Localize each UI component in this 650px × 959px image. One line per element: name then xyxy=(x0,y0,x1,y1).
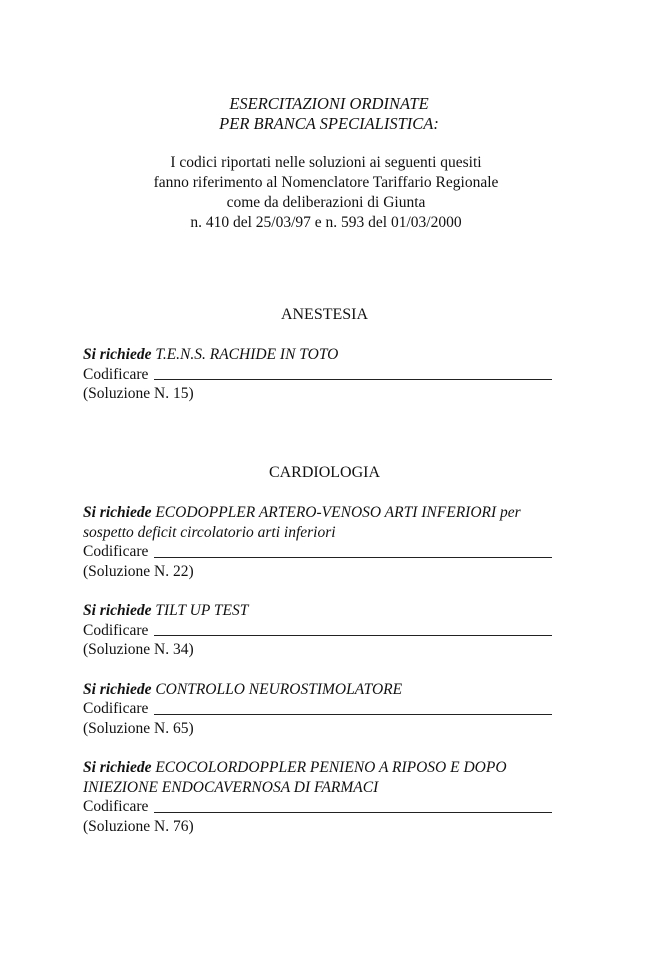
exercise-item xyxy=(83,758,583,836)
request-line: INIEZIONE ENDOCAVERNOSA DI FARMACI xyxy=(83,778,379,796)
code-line xyxy=(83,365,583,385)
section-heading: ANESTESIA xyxy=(280,306,369,323)
request-text xyxy=(83,680,583,700)
request-line: ECODOPPLER ARTERO-VENOSO ARTI INFERIORI per xyxy=(155,504,521,521)
code-line xyxy=(83,797,583,817)
code-answer-blank[interactable] xyxy=(154,635,552,636)
solution-reference: (Soluzione N. 65) xyxy=(83,719,194,737)
code-answer-blank[interactable] xyxy=(154,379,552,380)
solution-reference: (Soluzione N. 22) xyxy=(83,562,194,580)
section-anestesia xyxy=(83,305,583,404)
title-line: ESERCITAZIONI ORDINATE xyxy=(229,94,429,113)
request-lead: Si richiede xyxy=(83,346,152,363)
request-line: T.E.N.S. RACHIDE IN TOTO xyxy=(155,346,339,363)
exercise-item xyxy=(83,680,583,739)
exercise-item xyxy=(83,503,583,581)
exercise-item xyxy=(83,601,583,660)
request-text xyxy=(83,345,583,365)
code-label: Codificare xyxy=(83,543,149,560)
request-text xyxy=(83,503,583,542)
code-line xyxy=(83,542,583,562)
code-line xyxy=(83,621,583,641)
request-text xyxy=(83,601,583,621)
solution-reference: (Soluzione N. 34) xyxy=(83,641,194,658)
code-line xyxy=(83,699,583,719)
page-header xyxy=(0,94,650,233)
request-line: sospetto deficit circolatorio arti inferiori xyxy=(83,523,336,541)
document-title xyxy=(0,94,650,134)
code-label: Codificare xyxy=(83,798,149,815)
request-lead: Si richiede xyxy=(83,602,152,619)
code-answer-blank[interactable] xyxy=(154,714,552,715)
request-line: TILT UP TEST xyxy=(155,602,249,619)
section-cardiologia xyxy=(83,463,583,836)
intro-line: fanno riferimento al Nomenclatore Tariffario Regionale xyxy=(153,174,499,191)
title-line: PER BRANCA SPECIALISTICA: xyxy=(219,114,439,133)
solution-reference: (Soluzione N. 15) xyxy=(83,385,194,402)
request-line: CONTROLLO NEUROSTIMOLATORE xyxy=(155,680,403,698)
intro-line: come da deliberazioni di Giunta xyxy=(226,194,426,211)
request-lead: Si richiede xyxy=(83,504,152,521)
intro-line: n. 410 del 25/03/97 e n. 593 del 01/03/2000 xyxy=(190,214,462,231)
code-label: Codificare xyxy=(83,621,149,639)
code-label: Codificare xyxy=(83,365,149,383)
intro-paragraph xyxy=(0,153,650,233)
code-answer-blank[interactable] xyxy=(154,812,552,813)
exercise-item xyxy=(83,345,583,404)
section-heading: CARDIOLOGIA xyxy=(268,464,381,481)
request-text xyxy=(83,758,583,797)
request-line: ECOCOLORDOPPLER PENIENO A RIPOSO E DOPO xyxy=(155,759,507,776)
code-answer-blank[interactable] xyxy=(154,557,552,558)
intro-line: I codici riportati nelle soluzioni ai seguenti quesiti xyxy=(170,154,482,171)
code-label: Codificare xyxy=(83,700,149,717)
request-lead: Si richiede xyxy=(83,680,152,698)
solution-reference: (Soluzione N. 76) xyxy=(83,817,194,835)
request-lead: Si richiede xyxy=(83,759,152,776)
